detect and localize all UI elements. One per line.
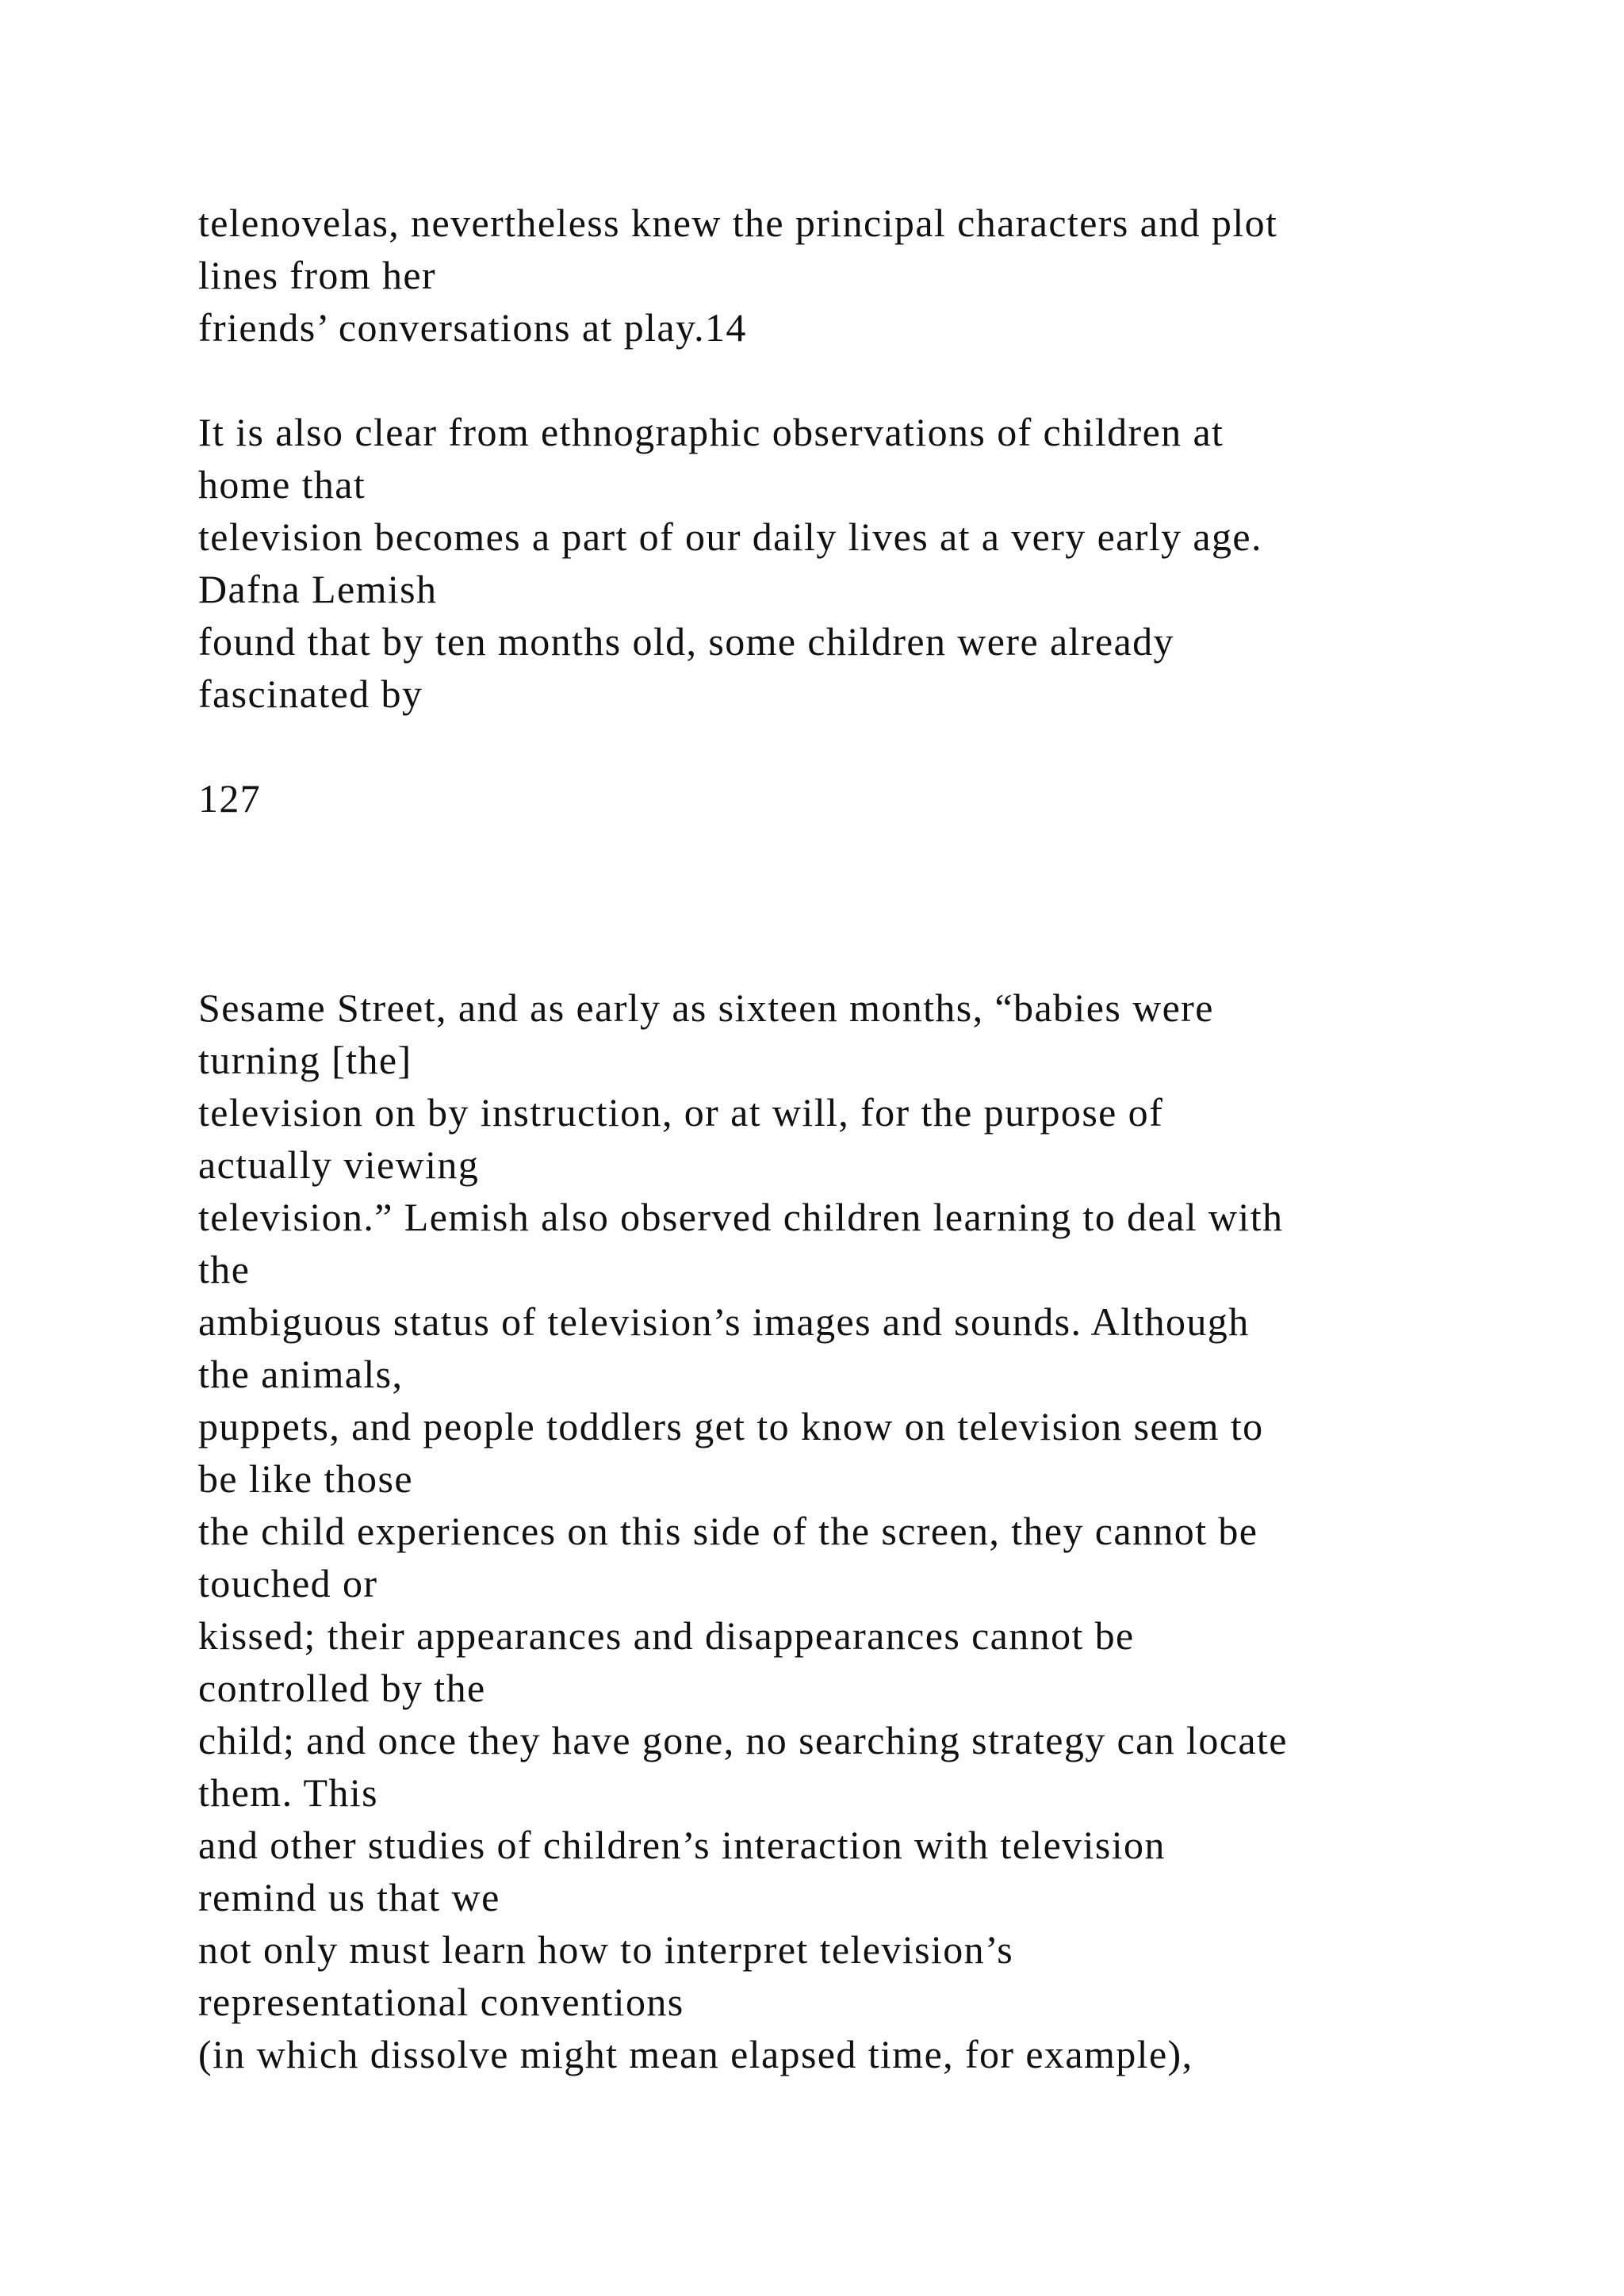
text-line: touched or bbox=[198, 1561, 378, 1605]
text-line: turning [the] bbox=[198, 1038, 412, 1082]
text-line: home that bbox=[198, 462, 366, 507]
text-line: not only must learn how to interpret television’s bbox=[198, 1927, 1014, 1972]
text-line: telenovelas, nevertheless knew the principal characters and plot bbox=[198, 201, 1278, 245]
text-line: the bbox=[198, 1247, 251, 1292]
text-line: representational conventions bbox=[198, 1980, 684, 2024]
text-line: actually viewing bbox=[198, 1142, 480, 1187]
paragraph-gap bbox=[198, 720, 1546, 772]
paragraph-gap bbox=[198, 354, 1546, 406]
text-block-bottom bbox=[198, 982, 1546, 2080]
text-line: friends’ conversations at play.14 bbox=[198, 305, 747, 350]
text-line: remind us that we bbox=[198, 1875, 500, 1919]
text-line: controlled by the bbox=[198, 1666, 486, 1710]
text-line: puppets, and people toddlers get to know on television seem to bbox=[198, 1404, 1264, 1448]
text-line: It is also clear from ethnographic observations of children at bbox=[198, 410, 1224, 454]
text-line: found that by ten months old, some children were already bbox=[198, 619, 1174, 664]
text-line: kissed; their appearances and disappearances cannot be bbox=[198, 1613, 1135, 1658]
text-line: Sesame Street, and as early as sixteen months, “babies were bbox=[198, 985, 1214, 1030]
text-block-top bbox=[198, 197, 1546, 825]
text-line: Dafna Lemish bbox=[198, 567, 438, 611]
text-line: lines from her bbox=[198, 253, 437, 297]
text-line: child; and once they have gone, no searching strategy can locate bbox=[198, 1718, 1288, 1762]
text-line: them. This bbox=[198, 1770, 378, 1815]
text-line: fascinated by bbox=[198, 672, 423, 716]
text-line: television.” Lemish also observed children learning to deal with bbox=[198, 1195, 1284, 1239]
text-line: the child experiences on this side of the screen, they cannot be bbox=[198, 1509, 1258, 1553]
text-line: the animals, bbox=[198, 1352, 404, 1396]
text-line: be like those bbox=[198, 1456, 413, 1501]
text-line: and other studies of children’s interaction with television bbox=[198, 1823, 1166, 1867]
page-number: 127 bbox=[198, 776, 262, 821]
text-line: ambiguous status of television’s images and sounds. Although bbox=[198, 1299, 1250, 1344]
text-line: television becomes a part of our daily lives at a very early age. bbox=[198, 515, 1262, 559]
text-line: television on by instruction, or at will, for the purpose of bbox=[198, 1090, 1164, 1135]
text-line: (in which dissolve might mean elapsed time, for example), bbox=[198, 2032, 1193, 2076]
